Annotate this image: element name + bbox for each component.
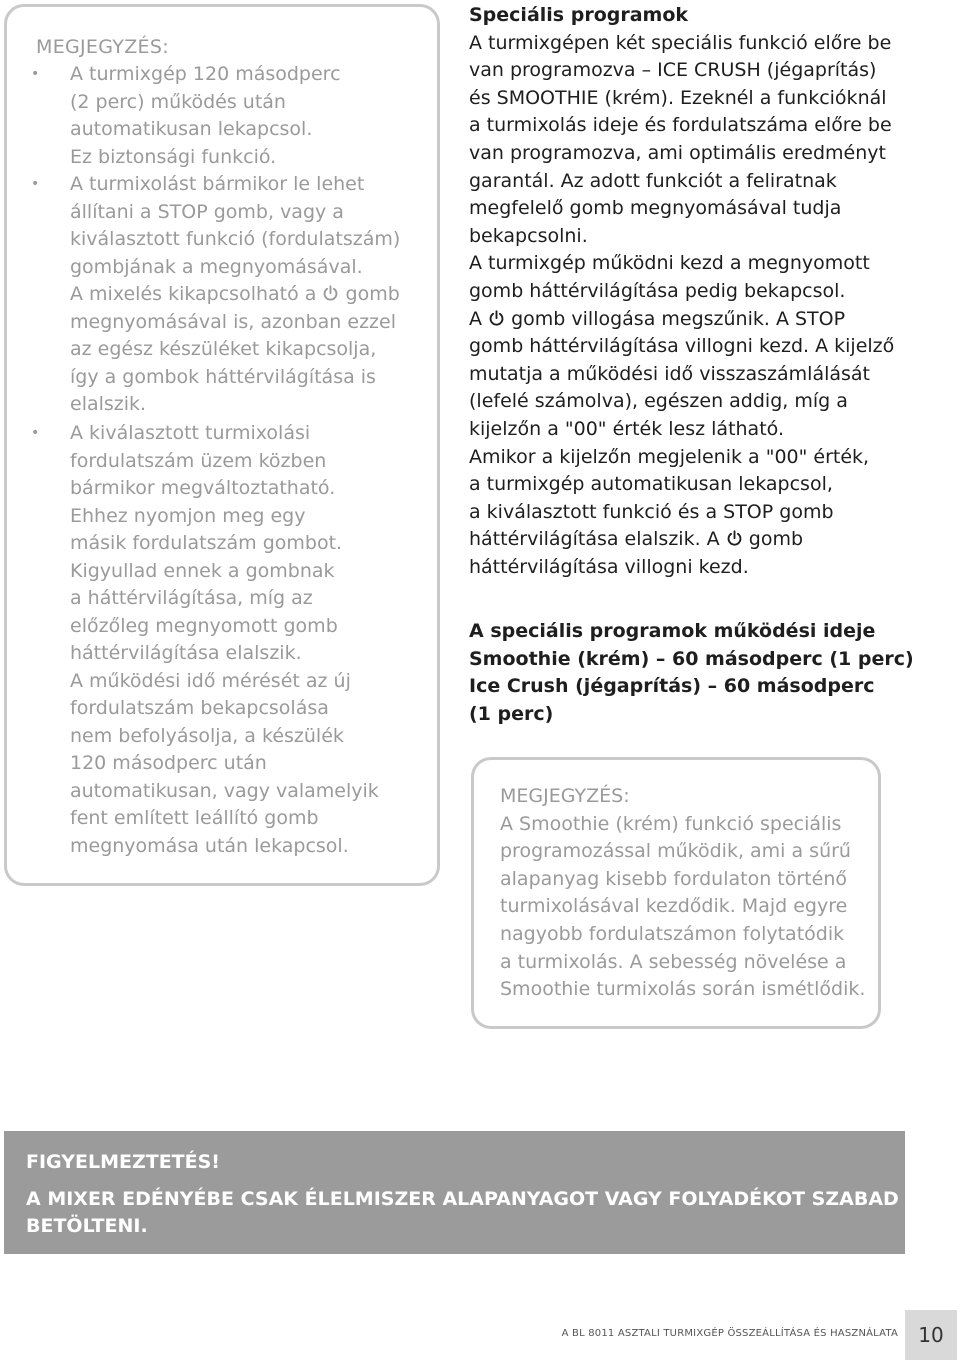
text-line: nem befolyásolja, a készülék (70, 724, 344, 747)
text-line: alapanyag kisebb fordulaton történő (500, 867, 847, 890)
text-line: fordulatszám üzem közben (70, 449, 327, 472)
text-line: gomb háttérvilágítása pedig bekapcsol. (469, 279, 846, 302)
power-icon (322, 285, 339, 302)
text-line: gomb háttérvilágítása villogni kezd. A kijelző (469, 335, 895, 358)
timing-icecrush-cont: (1 perc) (469, 702, 554, 725)
text-line: (2 perc) működés után (70, 90, 286, 113)
text-line: turmixolásával kezdődik. Majd egyre (500, 895, 848, 918)
footer-title: A BL 8011 ASZTALI TURMIXGÉP ÖSSZEÁLLÍTÁSA ÉS HASZNÁLATA (561, 1328, 898, 1339)
text-line: kijelzőn a "00" érték lesz látható. (469, 417, 784, 440)
timing-title: A speciális programok működési ideje (469, 620, 876, 642)
text-line: előzőleg megnyomott gomb (70, 614, 338, 637)
text-line: A Smoothie (krém) funkció speciális (500, 812, 842, 835)
bullet-dot: • (31, 176, 40, 192)
text-line: garantál. Az adott funkciót a feliratnak (469, 169, 837, 192)
note-bullet-2 (70, 171, 400, 419)
power-icon (726, 530, 743, 547)
text-line (469, 526, 894, 554)
text-line: és SMOOTHIE (krém). Ezeknél a funkcióknál (469, 86, 887, 109)
warning-banner (4, 1131, 905, 1254)
timing-icecrush: Ice Crush (jégaprítás) – 60 másodperc (469, 675, 875, 698)
text-line: háttérvilágítása elalszik. (70, 642, 302, 664)
text-segment: gomb (748, 528, 804, 551)
warning-line: BETÖLTENI. (26, 1215, 148, 1237)
text-line: elalszik. (70, 393, 147, 415)
text-line: A turmixolást bármikor le lehet (70, 173, 365, 195)
note-bullet-3 (70, 420, 379, 860)
special-programs-section (469, 2, 894, 581)
text-line: Kigyullad ennek a gombnak (70, 559, 335, 582)
text-segment: gomb villogása megszűnik. A STOP (511, 307, 846, 330)
text-line: a turmixgép automatikusan lekapcsol, (469, 473, 833, 496)
text-line: programozással működik, ami a sűrű (500, 840, 851, 863)
bullet-dot: • (31, 66, 40, 82)
timing-smoothie: Smoothie (krém) – 60 másodperc (1 perc) (469, 647, 914, 670)
text-line: bármikor megváltoztatható. (70, 477, 336, 499)
text-line: megfelelő gomb megnyomásával tudja (469, 197, 842, 220)
text-line: nagyobb fordulatszámon folytatódik (500, 922, 845, 945)
note-heading-right: MEGJEGYZÉS: (500, 785, 630, 807)
text-segment: gomb (345, 283, 400, 305)
page-number: 10 (905, 1310, 957, 1360)
text-line: A működési idő mérését az új (70, 669, 351, 692)
text-line (469, 306, 894, 334)
section-title: Speciális programok (469, 4, 689, 26)
text-line: van programozva, ami optimális eredményt (469, 141, 886, 164)
text-line: a háttérvilágítása, míg az (70, 587, 313, 609)
text-line: Smoothie turmixolás során ismétlődik. (500, 978, 866, 1001)
text-line: A turmixgép 120 másodperc (70, 63, 341, 85)
text-segment: A mixelés kikapcsolható a (70, 283, 317, 305)
text-segment: háttérvilágítása elalszik. A (469, 528, 720, 551)
text-line: A kiválasztott turmixolási (70, 422, 311, 444)
text-line: fent említett leállító gomb (70, 807, 319, 829)
text-line: mutatja a működési idő visszaszámlálását (469, 362, 871, 385)
text-line: Amikor a kijelzőn megjelenik a "00" érték, (469, 445, 870, 468)
text-line: megnyomásával is, azonban ezzel (70, 310, 396, 333)
note-heading-left: MEGJEGYZÉS: (36, 36, 169, 58)
text-line: 120 másodperc után (70, 752, 267, 774)
text-line: megnyomása után lekapcsol. (70, 834, 349, 857)
text-line: (lefelé számolva), egészen addig, míg a (469, 390, 848, 413)
text-line: a kiválasztott funkció és a STOP gomb (469, 500, 834, 523)
text-line: bekapcsolni. (469, 224, 588, 247)
text-line: az egész készüléket kikapcsolja, (70, 338, 377, 360)
text-segment: A (469, 307, 482, 330)
text-line: Ez biztonsági funkció. (70, 145, 277, 168)
text-line: a turmixolás ideje és fordulatszáma előre be (469, 114, 892, 137)
text-line: A turmixgépen két speciális funkció előre be (469, 31, 892, 54)
warning-line: A MIXER EDÉNYÉBE CSAK ÉLELMISZER ALAPANYAGOT VAGY FOLYADÉKOT SZABAD (26, 1188, 899, 1210)
text-line: másik fordulatszám gombot. (70, 532, 343, 554)
note-bullet-1 (70, 61, 341, 171)
program-timing-section (469, 618, 914, 728)
warning-body (26, 1186, 899, 1240)
text-line: A turmixgép működni kezd a megnyomott (469, 252, 870, 275)
text-line: automatikusan lekapcsol. (70, 118, 313, 140)
text-line: Ehhez nyomjon meg egy (70, 504, 306, 527)
bullet-dot: • (31, 425, 40, 441)
warning-title: FIGYELMEZTETÉS! (26, 1151, 220, 1173)
text-line: fordulatszám bekapcsolása (70, 697, 329, 719)
note-right-content (500, 783, 865, 1004)
text-line: így a gombok háttérvilágítása is (70, 365, 376, 388)
text-line: kiválasztott funkció (fordulatszám) (70, 228, 401, 250)
power-icon (488, 310, 505, 327)
text-line: állítani a STOP gomb, vagy a (70, 200, 344, 223)
text-line: a turmixolás. A sebesség növelése a (500, 950, 847, 973)
text-line: háttérvilágítása villogni kezd. (469, 555, 749, 578)
text-line (70, 281, 400, 309)
text-line: gombjának a megnyomásával. (70, 255, 363, 278)
text-line: van programozva – ICE CRUSH (jégaprítás) (469, 59, 877, 82)
text-line: automatikusan, vagy valamelyik (70, 779, 379, 802)
